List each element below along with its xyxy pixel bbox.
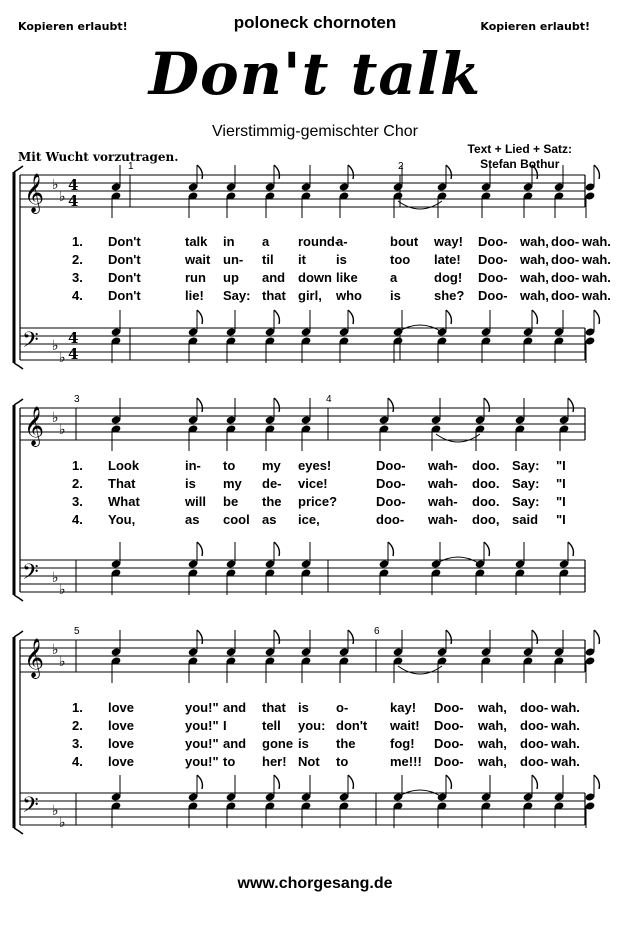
lyric-syllable: the xyxy=(336,736,356,751)
copy-notice-right: Kopieren erlaubt! xyxy=(480,20,590,33)
lyric-syllable: up xyxy=(223,270,239,285)
lyric-syllable: said xyxy=(512,512,539,527)
lyric-syllable: wah, xyxy=(520,288,549,303)
lyric-syllable: who xyxy=(336,288,362,303)
lyric-syllable: Not xyxy=(298,754,320,769)
lyric-syllable: Say: xyxy=(512,458,540,473)
lyric-syllable: doo- xyxy=(520,754,549,769)
flat-icon: ♭ xyxy=(52,177,59,193)
lyric-syllable: you!" xyxy=(185,718,219,733)
bass-clef-icon: 𝄢 xyxy=(22,793,39,823)
copy-notice-left: Kopieren erlaubt! xyxy=(18,20,128,33)
verse-line xyxy=(0,494,630,512)
lyric-syllable: Doo- xyxy=(478,288,508,303)
verse-line xyxy=(0,718,630,736)
bracket-hook xyxy=(14,631,23,637)
lyric-syllable: is xyxy=(298,736,309,751)
lyric-syllable: wah, xyxy=(478,754,507,769)
lyric-syllable: vice! xyxy=(298,476,328,491)
flat-icon: ♭ xyxy=(59,422,66,438)
lyric-syllable: de- xyxy=(262,476,282,491)
lyric-syllable: is xyxy=(336,252,347,267)
lyric-syllable: doo. xyxy=(472,476,500,491)
bracket-hook xyxy=(14,166,23,172)
lyric-syllable: my xyxy=(223,476,242,491)
lyric-syllable: wah. xyxy=(582,252,611,267)
flat-icon: ♭ xyxy=(52,642,59,658)
lyric-syllable: doo- xyxy=(376,512,405,527)
lyric-syllable: "I xyxy=(556,476,566,491)
lyric-syllable: eyes! xyxy=(298,458,332,473)
note-flag xyxy=(484,542,489,556)
lyric-syllable: wah. xyxy=(551,736,580,751)
note-flag xyxy=(532,775,537,789)
note-flag xyxy=(388,542,393,556)
lyric-syllable: Doo- xyxy=(376,458,406,473)
website-url: www.chorgesang.de xyxy=(237,875,393,892)
lyric-syllable: wah, xyxy=(520,252,549,267)
treble-clef-icon: 𝄞 xyxy=(24,173,45,213)
lyric-syllable: way! xyxy=(434,234,463,249)
lyric-syllable: and xyxy=(262,270,286,285)
brand-name: poloneck chornoten xyxy=(233,13,397,32)
flat-icon: ♭ xyxy=(52,410,59,426)
lyric-syllable: wah. xyxy=(551,700,580,715)
verse-number: 1. xyxy=(72,458,83,473)
verse-number: 3. xyxy=(72,494,83,509)
flat-icon: ♭ xyxy=(59,582,66,598)
tie xyxy=(436,434,480,442)
measure-number: 4 xyxy=(326,394,332,405)
lyric-syllable: my xyxy=(262,458,281,473)
time-signature: 4 xyxy=(68,192,79,210)
lyric-syllable: doo. xyxy=(472,458,500,473)
bass-clef-icon: 𝄢 xyxy=(22,328,39,358)
verse-number: 4. xyxy=(72,512,83,527)
lyric-syllable: will xyxy=(185,494,206,509)
lyric-syllable: tell xyxy=(262,718,281,733)
lyric-syllable: be xyxy=(223,494,239,509)
verse-line xyxy=(0,754,630,772)
credits-label: Text + Lied + Satz: xyxy=(467,142,572,156)
lyric-syllable: kay! xyxy=(390,700,417,715)
note-flag xyxy=(197,310,202,324)
lyric-syllable: run xyxy=(185,270,206,285)
verse-number: 3. xyxy=(72,270,83,285)
lyric-syllable: Doo- xyxy=(478,234,508,249)
bracket-hook xyxy=(14,595,23,601)
lyric-syllable: Don't xyxy=(108,288,141,303)
note-flag xyxy=(197,775,202,789)
treble-clef-icon: 𝄞 xyxy=(24,406,45,446)
lyric-syllable: fog! xyxy=(390,736,415,751)
lyric-syllable: wah, xyxy=(478,736,507,751)
lyric-syllable: in- xyxy=(185,458,201,473)
lyric-syllable: in xyxy=(223,234,235,249)
lyric-syllable: down xyxy=(298,270,332,285)
lyric-syllable: price? xyxy=(298,494,338,509)
note-flag xyxy=(197,165,202,179)
note-flag xyxy=(568,542,573,556)
measure-number: 6 xyxy=(374,626,380,637)
lyric-syllable: wah. xyxy=(551,754,580,769)
lyric-syllable: What xyxy=(108,494,140,509)
lyric-syllable: Doo- xyxy=(434,700,464,715)
verse-line xyxy=(0,700,630,718)
lyric-syllable: wait xyxy=(185,252,211,267)
lyric-syllable: round- xyxy=(298,234,340,249)
verse-number: 3. xyxy=(72,736,83,751)
lyric-syllable: to xyxy=(336,754,349,769)
measure-number: 1 xyxy=(128,161,134,172)
lyric-syllable: Say: xyxy=(512,476,540,491)
lyric-syllable: love xyxy=(108,700,135,715)
lyric-syllable: doo- xyxy=(520,718,549,733)
verse-line xyxy=(0,270,630,288)
lyric-syllable: wah, xyxy=(520,270,549,285)
lyric-syllable: wah. xyxy=(582,270,611,285)
lyric-syllable: to xyxy=(223,458,236,473)
lyric-syllable: doo- xyxy=(551,234,580,249)
note-flag xyxy=(197,630,202,644)
note-flag xyxy=(532,165,537,179)
lyric-syllable: a- xyxy=(336,234,348,249)
lyric-syllable: wah- xyxy=(428,494,458,509)
lyric-syllable: doo. xyxy=(472,494,500,509)
note-flag xyxy=(348,310,353,324)
lyric-syllable: doo- xyxy=(551,270,580,285)
measure-number: 2 xyxy=(398,161,404,172)
tempo-marking: Mit Wucht vorzutragen. xyxy=(18,150,179,164)
lyric-syllable: Doo- xyxy=(478,252,508,267)
lyric-syllable: Doo- xyxy=(376,476,406,491)
lyric-syllable: girl, xyxy=(298,288,322,303)
lyric-syllable: as xyxy=(185,512,200,527)
lyric-syllable: as xyxy=(262,512,277,527)
lyric-syllable: that xyxy=(262,288,286,303)
lyric-syllable: Doo- xyxy=(478,270,508,285)
lyric-syllable: Don't xyxy=(108,252,141,267)
lyric-syllable: Look xyxy=(108,458,140,473)
lyric-syllable: love xyxy=(108,754,135,769)
note-flag xyxy=(484,398,489,412)
lyric-syllable: o- xyxy=(336,700,349,715)
lyric-syllable: cool xyxy=(223,512,250,527)
measure-number: 5 xyxy=(74,626,80,637)
lyric-syllable: too xyxy=(390,252,411,267)
lyric-syllable: bout xyxy=(390,234,419,249)
lyric-syllable: Say: xyxy=(512,494,540,509)
verse-number: 4. xyxy=(72,754,83,769)
flat-icon: ♭ xyxy=(59,189,66,205)
note-flag xyxy=(274,542,279,556)
lyric-syllable: wah- xyxy=(428,458,458,473)
lyric-syllable: That xyxy=(108,476,136,491)
lyric-syllable: Doo- xyxy=(434,736,464,751)
flat-icon: ♭ xyxy=(59,654,66,670)
note-flag xyxy=(348,630,353,644)
note-flag xyxy=(274,398,279,412)
note-flag xyxy=(594,630,599,644)
lyric-syllable: wait! xyxy=(390,718,420,733)
note-flag xyxy=(274,310,279,324)
lyric-syllable: me!!! xyxy=(390,754,422,769)
lyric-syllable: is xyxy=(185,476,196,491)
lyric-syllable: wah, xyxy=(520,234,549,249)
lyric-syllable: Doo- xyxy=(434,718,464,733)
verse-number: 4. xyxy=(72,288,83,303)
lyric-syllable: doo- xyxy=(520,736,549,751)
lyric-syllable: don't xyxy=(336,718,368,733)
lyric-syllable: You, xyxy=(108,512,136,527)
measure-number: 3 xyxy=(74,394,80,405)
lyric-syllable: her! xyxy=(262,754,287,769)
song-title: Don't talk xyxy=(148,40,482,108)
lyric-syllable: "I xyxy=(556,458,566,473)
lyric-syllable: she? xyxy=(434,288,465,303)
time-signature: 4 xyxy=(68,329,79,347)
composer-name: Stefan Bothur xyxy=(480,157,560,171)
lyric-syllable: gone xyxy=(262,736,294,751)
lyric-syllable: a xyxy=(262,234,270,249)
note-flag xyxy=(197,398,202,412)
lyric-syllable: wah. xyxy=(551,718,580,733)
lyric-syllable: you!" xyxy=(185,700,219,715)
lyric-syllable: til xyxy=(262,252,274,267)
lyric-syllable: is xyxy=(390,288,401,303)
note-flag xyxy=(197,542,202,556)
note-flag xyxy=(446,775,451,789)
verse-line xyxy=(0,476,630,494)
note-flag xyxy=(446,165,451,179)
note-flag xyxy=(274,630,279,644)
lyric-syllable: doo- xyxy=(551,252,580,267)
lyric-syllable: love xyxy=(108,736,135,751)
note-flag xyxy=(388,398,393,412)
verse-line xyxy=(0,288,630,306)
lyric-syllable: I xyxy=(223,718,227,733)
lyric-syllable: un- xyxy=(223,252,244,267)
lyric-syllable: and xyxy=(223,736,247,751)
lyric-syllable: doo- xyxy=(551,288,580,303)
lyric-syllable: is xyxy=(298,700,309,715)
lyric-syllable: the xyxy=(262,494,282,509)
verse-line xyxy=(0,512,630,530)
lyric-syllable: Say: xyxy=(223,288,251,303)
lyric-syllable: ice, xyxy=(298,512,320,527)
lyric-syllable: you: xyxy=(298,718,326,733)
verse-number: 2. xyxy=(72,718,83,733)
flat-icon: ♭ xyxy=(59,815,66,831)
lyric-syllable: wah- xyxy=(428,512,458,527)
lyric-syllable: to xyxy=(223,754,236,769)
note-flag xyxy=(594,310,599,324)
lyric-syllable: love xyxy=(108,718,135,733)
lyric-syllable: wah- xyxy=(428,476,458,491)
lyric-syllable: Don't xyxy=(108,234,141,249)
lyric-syllable: wah. xyxy=(582,288,611,303)
note-flag xyxy=(274,775,279,789)
note-flag xyxy=(348,775,353,789)
treble-clef-icon: 𝄞 xyxy=(24,638,45,678)
lyric-syllable: Doo- xyxy=(376,494,406,509)
lyric-syllable: you!" xyxy=(185,754,219,769)
note-flag xyxy=(532,310,537,324)
flat-icon: ♭ xyxy=(52,803,59,819)
bracket-hook xyxy=(14,828,23,834)
song-subtitle: Vierstimmig-gemischter Chor xyxy=(212,123,418,140)
lyric-syllable: wah, xyxy=(478,718,507,733)
lyric-syllable: late! xyxy=(434,252,461,267)
tie xyxy=(398,666,442,674)
lyric-syllable: Doo- xyxy=(434,754,464,769)
verse-line xyxy=(0,736,630,754)
lyric-syllable: doo, xyxy=(472,512,500,527)
note-flag xyxy=(446,630,451,644)
lyric-syllable: wah. xyxy=(582,234,611,249)
note-flag xyxy=(274,165,279,179)
verse-number: 2. xyxy=(72,252,83,267)
lyric-syllable: Don't xyxy=(108,270,141,285)
note-flag xyxy=(568,398,573,412)
verse-number: 2. xyxy=(72,476,83,491)
lyric-syllable: it xyxy=(298,252,306,267)
tie xyxy=(398,201,442,209)
lyric-syllable: like xyxy=(336,270,358,285)
lyric-syllable: talk xyxy=(185,234,208,249)
note-flag xyxy=(532,630,537,644)
verse-line xyxy=(0,252,630,270)
lyric-syllable: dog! xyxy=(434,270,463,285)
note-flag xyxy=(348,165,353,179)
lyric-syllable: wah, xyxy=(478,700,507,715)
flat-icon: ♭ xyxy=(59,350,66,366)
verse-line xyxy=(0,458,630,476)
note-flag xyxy=(446,310,451,324)
lyric-syllable: you!" xyxy=(185,736,219,751)
note-flag xyxy=(594,775,599,789)
lyric-syllable: "I xyxy=(556,512,566,527)
flat-icon: ♭ xyxy=(52,570,59,586)
time-signature: 4 xyxy=(68,176,79,194)
time-signature: 4 xyxy=(68,345,79,363)
verse-number: 1. xyxy=(72,700,83,715)
flat-icon: ♭ xyxy=(52,338,59,354)
bracket-hook xyxy=(14,399,23,405)
lyric-syllable: "I xyxy=(556,494,566,509)
lyric-syllable: that xyxy=(262,700,286,715)
lyric-syllable: doo- xyxy=(520,700,549,715)
verse-line xyxy=(0,234,630,252)
verse-number: 1. xyxy=(72,234,83,249)
lyric-syllable: and xyxy=(223,700,247,715)
lyric-syllable: a xyxy=(390,270,398,285)
lyric-syllable: lie! xyxy=(185,288,204,303)
note-flag xyxy=(594,165,599,179)
bass-clef-icon: 𝄢 xyxy=(22,560,39,590)
bracket-hook xyxy=(14,363,23,369)
